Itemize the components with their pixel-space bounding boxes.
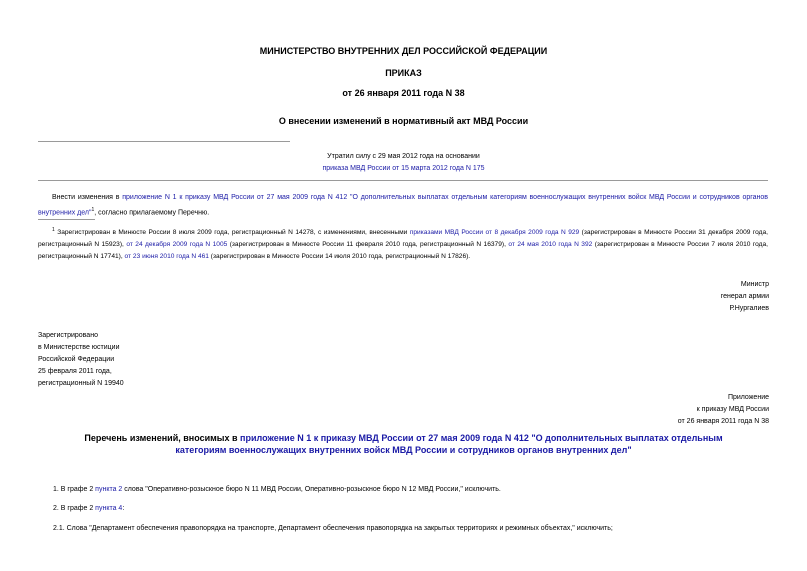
footnote-text: $^1$ Зарегистрирован в Минюсте России 8 июля 2009 года, регистрационный N 14278, с изменениями, внесенными приказами МВД России от 8 декабря 2009 года N 929 (зарегистрирован в Минюсте России 31 декабря 2009 года, регистрационный N 15923), от 24 декабря 2009 года N 1005 (зарегистрирован в Минюсте России 11 февраля 2010 года, регистрационный N 16379), от 24 мая 2010 года N 392 (зарегистрирован в Минюсте России 7 июля 2010 года, регистрационный N 17741), от 23 июня 2010 года N 461 (зарегистрирован в Минюсте России 14 июля 2010 года, регистрационный N 17826). — [38, 227, 768, 261]
footnote-link-929[interactable]: приказами МВД России от 8 декабря 2009 года N 929 — [409, 229, 580, 237]
signature-title: Министр — [740, 281, 769, 288]
footnote-marker[interactable]: 1 — [91, 207, 95, 213]
footnote-link-461[interactable]: от 23 июня 2010 года N 461 — [124, 253, 209, 261]
item1-link[interactable]: пункта 2 — [95, 486, 123, 493]
list-title-link[interactable]: приложение N 1 к приказу МВД России от 27 мая 2009 года N 412 "О дополнительных выплатах отдельным категориям военнослужащих внутренних войск МВД России и сотрудников органов внутренних дел" — [175, 433, 723, 455]
doc-subject: О внесении изменений в нормативный акт МВД России — [278, 116, 529, 126]
main-paragraph: Внести изменения в приложение N 1 к приказу МВД России от 27 мая 2009 года N 412 "О дополнительных выплатах отдельным категориям военнослужащих внутренних войск МВД России и сотрудников органов внутренних дел"$^1$, согласно прилагаемому Перечню. — [38, 194, 768, 217]
footnote-link-1005[interactable]: от 24 декабря 2009 года N 1005 — [126, 241, 228, 249]
status-note-text: Утратил силу с 29 мая 2012 года на основании — [327, 153, 480, 160]
signature-name: Р.Нургалиев — [729, 305, 769, 312]
list-item-1: 1. В графе 2 пункта 2 слова "Оперативно-розыскное бюро N 11 МВД России, Оперативно-розыскное бюро N 12 МВД России," исключить. — [53, 486, 501, 493]
signature-block — [721, 279, 769, 315]
doc-date-number: от 26 января 2011 года N 38 — [342, 88, 465, 98]
item2-link[interactable]: пункта 4 — [95, 505, 123, 512]
list-item-2: 2. В графе 2 пункта 4: — [53, 505, 125, 512]
doc-type: ПРИКАЗ — [385, 68, 422, 78]
repeal-order-link[interactable]: приказа МВД России от 15 марта 2012 года N 175 — [322, 165, 485, 172]
footnote-divider — [38, 219, 95, 220]
status-note-line2 — [0, 163, 807, 175]
signature-rank: генерал армии — [720, 293, 769, 300]
annex-link[interactable]: приложение N 1 к приказу МВД России от 27 мая 2009 года N 412 "О дополнительных выплатах отдельным категориям военнослужащих внутренних войск МВД России и сотрудников органов внутренних дел" — [38, 194, 768, 217]
list-title: Перечень изменений, вносимых в приложение N 1 к приказу МВД России от 27 мая 2009 года N 412 "О дополнительных выплатах отдельным категориям военнослужащих внутренних войск МВД России и сотрудников органов внутренних дел" — [84, 433, 723, 455]
footnote-link-392[interactable]: от 24 мая 2010 года N 392 — [508, 241, 593, 249]
list-item-2-1: 2.1. Слова "Департамент обеспечения правопорядка на транспорте, Департамент обеспечения правопорядка на закрытых территориях и режимных объектах," исключить; — [53, 525, 613, 532]
appendix-block: Приложение к приказу МВД России от 26 января 2011 года N 38 — [677, 394, 769, 425]
divider — [38, 180, 768, 181]
divider — [38, 141, 290, 142]
registration-block: Зарегистрировано в Министерстве юстиции Российской Федерации 25 февраля 2011 года, регистрационный N 19940 — [38, 332, 124, 387]
ministry-title: МИНИСТЕРСТВО ВНУТРЕННИХ ДЕЛ РОССИЙСКОЙ ФЕДЕРАЦИИ — [259, 46, 548, 56]
